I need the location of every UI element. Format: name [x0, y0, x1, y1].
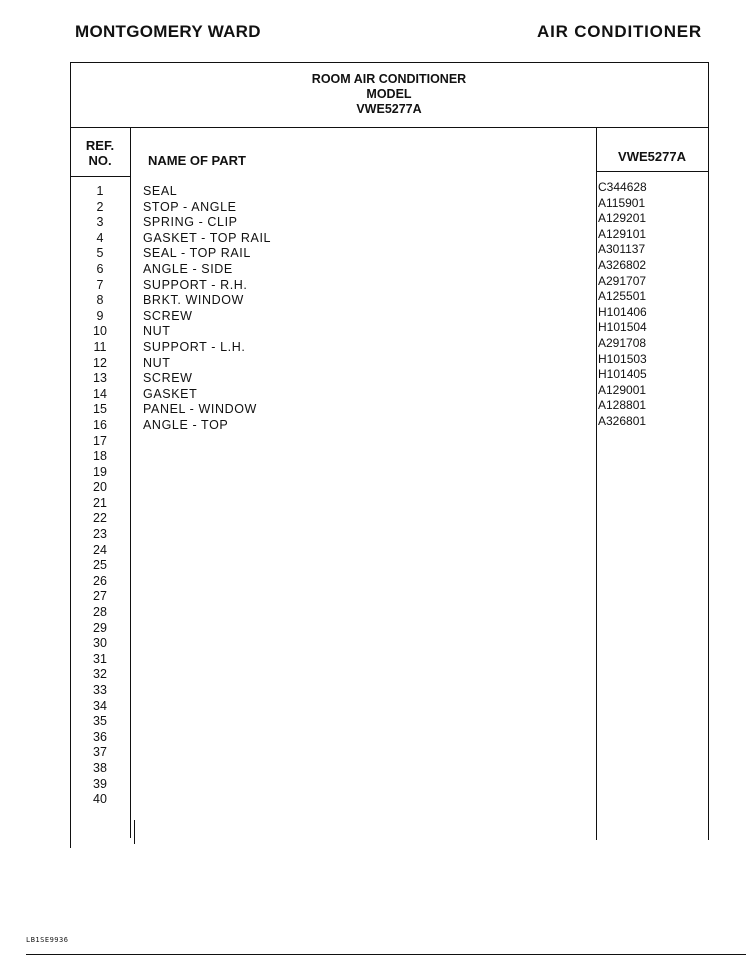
ref-number-cell: 7: [96, 277, 104, 292]
part-name-cell: SCREW: [143, 308, 193, 323]
part-name-cell: SUPPORT - L.H.: [143, 339, 246, 354]
part-number-cell: C344628: [598, 180, 647, 194]
title-line-model-label: MODEL: [366, 87, 412, 101]
part-name-cell: NUT: [143, 324, 171, 339]
ref-number-cell: 34: [93, 698, 107, 713]
ref-number-cell: 35: [93, 714, 107, 729]
table-title: [70, 72, 708, 117]
section-title: AIR CONDITIONER: [537, 22, 702, 41]
part-number-cell: A128801: [598, 398, 647, 413]
part-number-column-divider: [596, 128, 597, 840]
ref-number-cell: 1: [96, 184, 104, 198]
model-header-underline: [596, 171, 708, 172]
part-number-cell: A326801: [598, 413, 647, 428]
part-number-cell: H101504: [598, 320, 647, 335]
brand-name: MONTGOMERY WARD: [75, 22, 261, 41]
part-name-cell: SEAL - TOP RAIL: [143, 246, 251, 261]
ref-number-cell: 10: [93, 324, 107, 339]
part-name-cell: SPRING - CLIP: [143, 215, 238, 230]
ref-number-cell: 23: [93, 527, 107, 542]
ref-number-cell: 6: [96, 261, 104, 276]
ref-number-cell: 11: [93, 339, 107, 354]
ref-number-cell: 33: [93, 683, 107, 697]
ref-number-cell: 17: [93, 433, 107, 448]
ref-number-cell: 20: [93, 480, 107, 495]
ref-number-cell: 27: [93, 589, 107, 604]
part-name-cell: SUPPORT - R.H.: [143, 277, 248, 292]
part-number-cell: H101503: [598, 351, 647, 366]
name-of-part-header: NAME OF PART: [148, 153, 246, 168]
part-name-cell: BRKT. WINDOW: [143, 293, 244, 308]
ref-number-cell: 38: [93, 760, 107, 775]
ref-number-cell: 39: [93, 776, 107, 791]
ref-number-cell: 19: [93, 464, 107, 479]
part-number-cell: A291707: [598, 273, 647, 288]
ref-number-cell: 32: [93, 667, 107, 682]
ref-number-cell: 18: [93, 449, 107, 464]
ref-number-cell: 8: [96, 293, 104, 308]
ref-number-cell: 25: [93, 558, 107, 573]
ref-number-cell: 31: [93, 651, 107, 666]
part-name-cell: GASKET: [143, 386, 198, 401]
part-number-cell: A125501: [598, 289, 647, 304]
table-border-top: [70, 62, 708, 63]
part-name-cell: SCREW: [143, 371, 193, 386]
part-name-cell: GASKET - TOP RAIL: [143, 230, 272, 245]
part-name-cell: SEAL: [143, 184, 178, 198]
part-number-cell: A129001: [598, 382, 647, 397]
title-line-model-number: VWE5277A: [356, 102, 422, 116]
part-name-column: [143, 184, 271, 434]
title-line-product: ROOM AIR CONDITIONER: [311, 72, 467, 86]
part-number-cell: A129101: [598, 226, 647, 241]
ref-column-divider-tail: [134, 820, 135, 844]
part-number-cell: A115901: [598, 195, 646, 210]
ref-header-line1: REF.: [85, 138, 115, 153]
model-column-header: VWE5277A: [618, 149, 686, 164]
part-name-cell: ANGLE - SIDE: [143, 261, 233, 276]
ref-number-cell: 12: [93, 355, 107, 370]
ref-number-cell: 14: [93, 386, 107, 401]
part-name-cell: ANGLE - TOP: [143, 417, 229, 432]
ref-number-cell: 16: [93, 417, 107, 432]
ref-number-cell: 22: [93, 511, 107, 526]
ref-header-line2: NO.: [88, 153, 112, 168]
ref-number-cell: 36: [93, 729, 107, 744]
ref-number-cell: 29: [93, 620, 107, 635]
ref-number-cell: 40: [93, 792, 107, 807]
title-divider: [70, 127, 708, 128]
ref-number-cell: 4: [96, 230, 104, 245]
ref-number-cell: 26: [93, 573, 107, 588]
part-name-cell: NUT: [143, 355, 171, 370]
ref-number-cell: 3: [96, 215, 104, 230]
ref-number-cell: 9: [96, 308, 104, 323]
part-number-cell: A301137: [598, 242, 646, 257]
ref-number-cell: 13: [93, 371, 107, 386]
bottom-rule: [26, 954, 746, 955]
ref-number-cell: 5: [96, 246, 104, 261]
ref-number-cell: 37: [93, 745, 107, 760]
document-code: LB1SE9936: [26, 936, 69, 944]
ref-number-column: [70, 184, 130, 808]
part-number-cell: A291708: [598, 335, 647, 350]
part-number-cell: A326802: [598, 257, 647, 272]
ref-number-cell: 24: [93, 542, 107, 557]
ref-no-header: [70, 138, 130, 168]
ref-column-divider: [130, 128, 131, 838]
ref-number-cell: 2: [96, 199, 104, 214]
part-name-cell: PANEL - WINDOW: [143, 402, 257, 417]
ref-number-cell: 30: [93, 636, 107, 651]
table-border-right: [708, 62, 709, 840]
part-number-cell: H101405: [598, 367, 647, 382]
part-number-cell: H101406: [598, 304, 647, 319]
ref-header-underline: [70, 176, 130, 177]
ref-number-cell: 21: [93, 495, 107, 510]
part-number-column: [598, 180, 647, 430]
ref-number-cell: 15: [93, 402, 107, 417]
ref-number-cell: 28: [93, 605, 107, 620]
part-name-cell: STOP - ANGLE: [143, 199, 237, 214]
part-number-cell: A129201: [598, 211, 647, 226]
